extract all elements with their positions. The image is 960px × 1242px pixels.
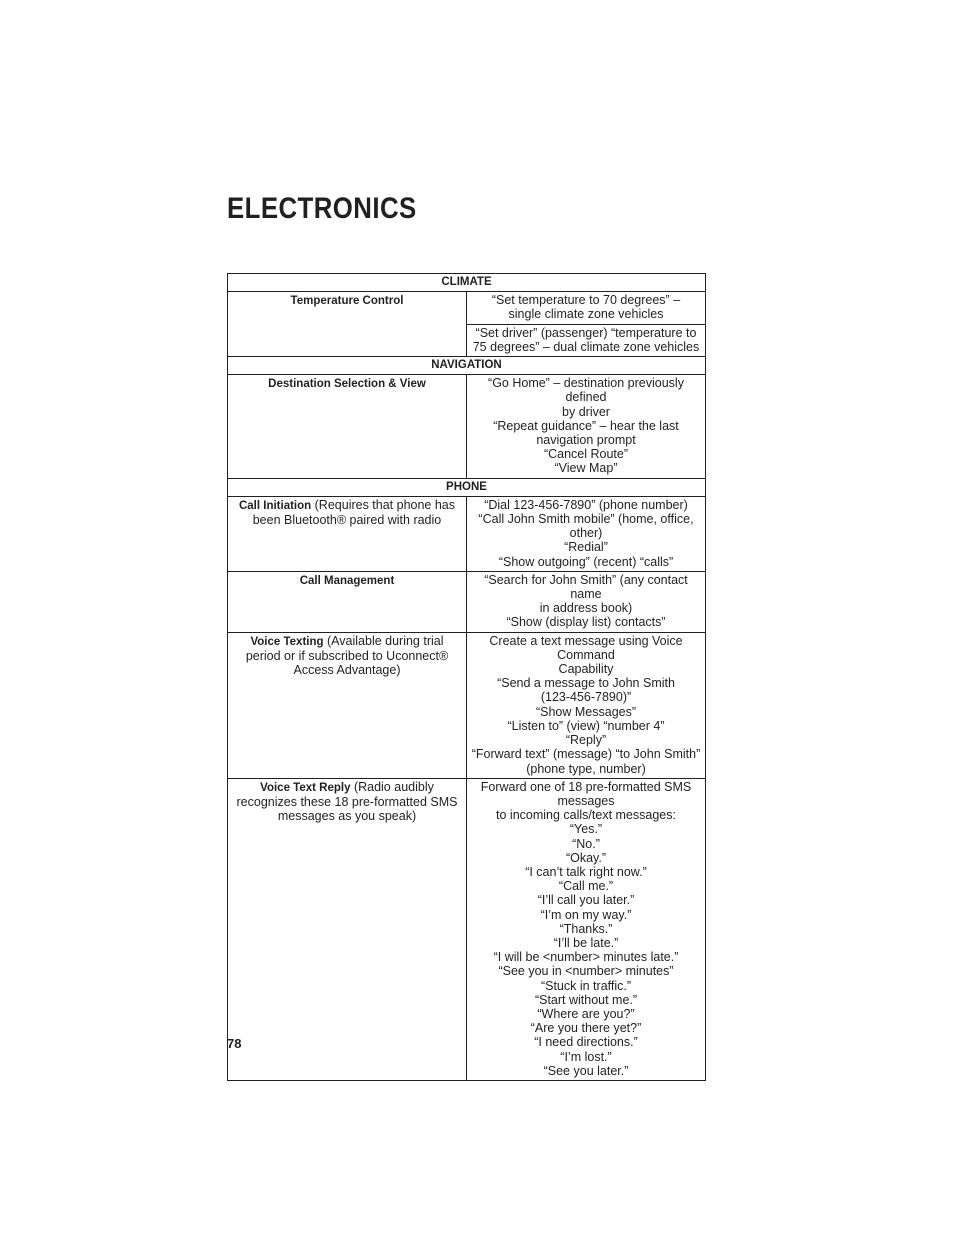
feature-label: Call Management: [299, 574, 395, 587]
command-line: “Dial 123-456-7890” (phone number): [484, 497, 688, 512]
command-cell: [467, 292, 706, 324]
command-line: “I’ll be late.”: [553, 935, 619, 950]
feature-cell: [228, 496, 467, 571]
command-line: “See you later.”: [543, 1063, 629, 1078]
section-header-row: [228, 478, 706, 496]
command-line: “Are you there yet?”: [530, 1021, 642, 1036]
feature-cell: [228, 375, 467, 478]
command-line: “Forward text” (message) “to John Smith”: [471, 747, 701, 762]
command-line: “Repeat guidance” – hear the last: [493, 418, 679, 433]
command-line: “Thanks.”: [559, 921, 613, 936]
section-heading: CLIMATE: [228, 274, 706, 292]
command-line: “Redial”: [564, 540, 608, 555]
command-line: “Where are you?”: [537, 1006, 635, 1021]
command-line: “Yes.”: [569, 822, 603, 837]
table-row: [228, 571, 706, 632]
command-line: “Show Messages”: [535, 704, 637, 719]
command-line: “View Map”: [554, 461, 618, 476]
command-line: “Call John Smith mobile” (home, office, other): [478, 512, 694, 541]
command-line: “Cancel Route”: [543, 447, 629, 462]
command-cell: [467, 632, 706, 778]
command-line: Forward one of 18 pre-formatted SMS messages: [480, 779, 692, 808]
command-line: to incoming calls/text messages:: [496, 808, 676, 823]
command-line: “Reply”: [565, 733, 607, 748]
section-heading: NAVIGATION: [228, 357, 706, 375]
command-line: (123-456-7890)”: [540, 690, 632, 705]
feature-cell: [228, 292, 467, 357]
command-line: “Set temperature to 70 degrees” –: [491, 293, 681, 308]
feature-label: Call Initiation: [238, 499, 312, 512]
feature-cell: [228, 632, 467, 778]
feature-cell: [228, 571, 467, 632]
feature-label: Temperature Control: [290, 295, 404, 308]
section-header-row: [228, 274, 706, 292]
command-line: “I’m lost.”: [560, 1049, 612, 1064]
command-line: 75 degrees” – dual climate zone vehicles: [472, 339, 700, 354]
command-line: Create a text message using Voice Command: [489, 633, 683, 662]
command-line: in address book): [539, 601, 633, 616]
feature-note: (Available during trial period or if subscribed to Uconnect® Access Advantage): [245, 633, 449, 678]
command-line: by driver: [562, 404, 610, 419]
command-line: “Listen to” (view) “number 4”: [507, 718, 665, 733]
command-line: “I will be <number> minutes late.”: [493, 950, 679, 965]
feature-note: (Radio audibly recognizes these 18 pre-formatted SMS messages as you speak): [236, 779, 458, 824]
command-line: “I’ll call you later.”: [537, 893, 635, 908]
command-cell: [467, 324, 706, 356]
feature-note: (Requires that phone has been Bluetooth® paired with radio: [252, 497, 456, 528]
command-line: “Stuck in traffic.”: [540, 978, 632, 993]
command-cell: [467, 778, 706, 1080]
command-line: “Show outgoing” (recent) “calls”: [498, 554, 674, 569]
page-number: 78: [227, 1036, 242, 1051]
command-line: “Send a message to John Smith: [497, 676, 675, 691]
feature-label: Voice Texting: [250, 635, 324, 648]
command-line: single climate zone vehicles: [508, 307, 664, 322]
feature-label: Destination Selection & View: [268, 378, 426, 391]
feature-label: Voice Text Reply: [260, 781, 351, 794]
page-title: ELECTRONICS: [227, 192, 417, 225]
feature-cell: [228, 778, 467, 1080]
command-line: “I need directions.”: [534, 1035, 638, 1050]
table-row: [228, 375, 706, 478]
table-row: [228, 496, 706, 571]
table-row: [228, 292, 706, 324]
table-row: [228, 632, 706, 778]
command-line: “No.”: [572, 836, 600, 851]
command-line: (phone type, number): [526, 761, 646, 776]
command-line: “I can’t talk right now.”: [525, 864, 647, 879]
command-line: “Call me.”: [558, 879, 614, 894]
command-line: “Go Home” – destination previously defined: [488, 376, 684, 405]
command-line: “Show (display list) contacts”: [506, 615, 666, 630]
command-line: “Start without me.”: [534, 992, 638, 1007]
voice-command-table: [227, 273, 706, 1081]
command-line: “I’m on my way.”: [540, 907, 632, 922]
command-line: “Search for John Smith” (any contact name: [484, 572, 688, 602]
command-cell: [467, 571, 706, 632]
command-cell: [467, 375, 706, 478]
command-cell: [467, 496, 706, 571]
command-line: “See you in <number> minutes”: [498, 964, 674, 979]
section-header-row: [228, 357, 706, 375]
table-row: [228, 778, 706, 1080]
section-heading: PHONE: [228, 478, 706, 496]
command-line: “Set driver” (passenger) “temperature to: [475, 325, 697, 340]
command-line: navigation prompt: [536, 433, 636, 448]
command-line: “Okay.”: [565, 850, 607, 865]
command-line: Capability: [558, 662, 614, 677]
